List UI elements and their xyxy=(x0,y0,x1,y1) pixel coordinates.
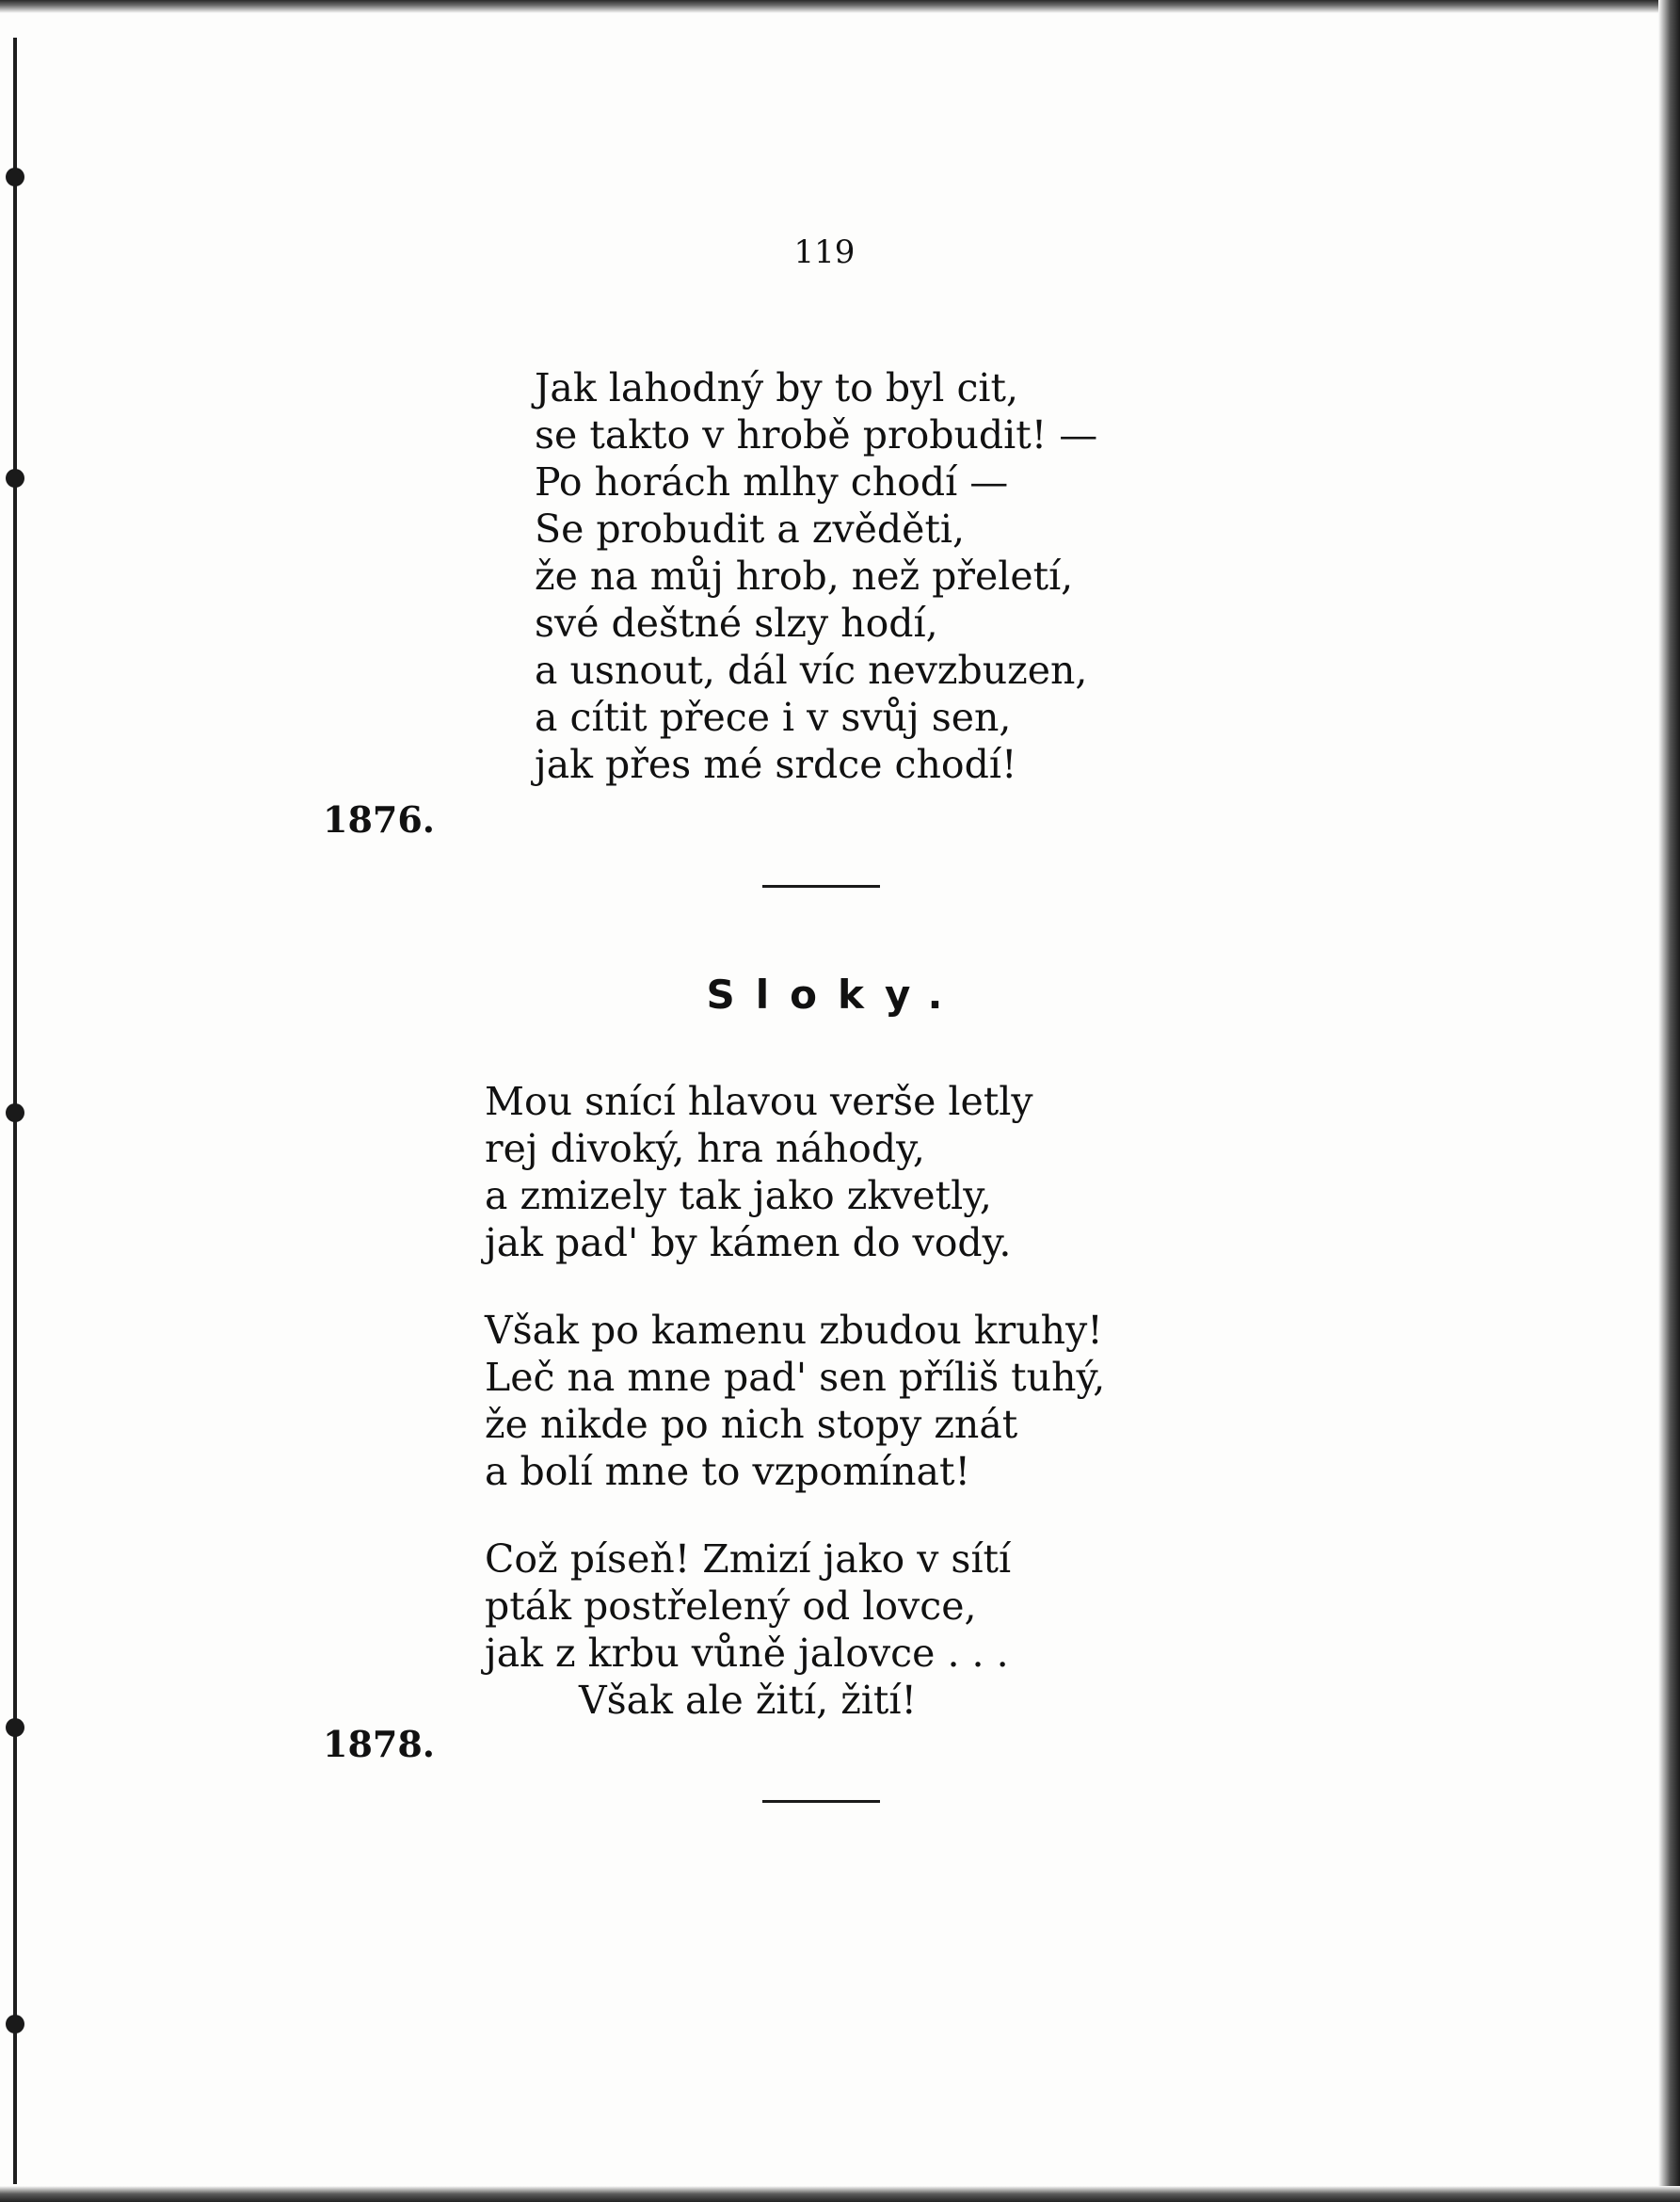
poem-line: Se probudit a zvěděti, xyxy=(535,506,966,552)
scan-edge-top xyxy=(0,0,1680,13)
poem-line: jak pad' by kámen do vody. xyxy=(485,1220,1012,1265)
poem-line: a zmizely tak jako zkvetly, xyxy=(485,1173,992,1218)
poem-line: rej divoký, hra náhody, xyxy=(485,1126,925,1171)
poem2-stanza-1 xyxy=(485,1078,1033,1266)
poem-line: Však ale žití, žití! xyxy=(579,1678,917,1723)
poem-line: že nikde po nich stopy znát xyxy=(485,1402,1018,1447)
binding-ring xyxy=(6,1103,24,1122)
poem-line: jak z krbu vůně jalovce . . . xyxy=(485,1631,1009,1676)
poem-line: Však po kamenu zbudou kruhy! xyxy=(485,1308,1103,1353)
poem-line: Což píseň! Zmizí jako v sítí xyxy=(485,1536,1012,1582)
poem-line: že na můj hrob, než přeletí, xyxy=(535,554,1074,599)
binding-ring xyxy=(6,1718,24,1737)
poem-line: jak přes mé srdce chodí! xyxy=(535,742,1017,787)
poem-title: Sloky. xyxy=(706,972,964,1018)
poem1-stanza xyxy=(535,364,1097,788)
scan-edge-right xyxy=(1658,0,1680,2202)
poem2-date: 1878. xyxy=(323,1723,435,1765)
poem-line: Jak lahodný by to byl cit, xyxy=(535,365,1019,410)
poem-line: Leč na mne pad' sen příliš tuhý, xyxy=(485,1355,1106,1400)
poem-line: se takto v hrobě probudit! — xyxy=(535,412,1098,458)
poem2-stanza-3 xyxy=(485,1535,1011,1724)
scan-edge-bottom xyxy=(0,2186,1680,2202)
poem-line: a usnout, dál víc nevzbuzen, xyxy=(535,648,1088,693)
poem1-date: 1876. xyxy=(323,798,435,841)
poem-line: a bolí mne to vzpomínat! xyxy=(485,1449,970,1494)
poem-line: své deštné slzy hodí, xyxy=(535,601,938,646)
page-number: 119 xyxy=(793,233,856,271)
section-divider xyxy=(762,1800,880,1803)
binding-ring xyxy=(6,168,24,186)
poem-line: Mou snící hlavou verše letly xyxy=(485,1079,1033,1124)
binding-ring xyxy=(6,2015,24,2033)
poem2-stanza-2 xyxy=(485,1307,1105,1495)
binding-ring xyxy=(6,469,24,488)
poem-line: pták postřelený od lovce, xyxy=(485,1583,977,1629)
poem-line: Po horách mlhy chodí — xyxy=(535,459,1009,505)
poem-line: a cítit přece i v svůj sen, xyxy=(535,695,1012,740)
section-divider xyxy=(762,885,880,888)
